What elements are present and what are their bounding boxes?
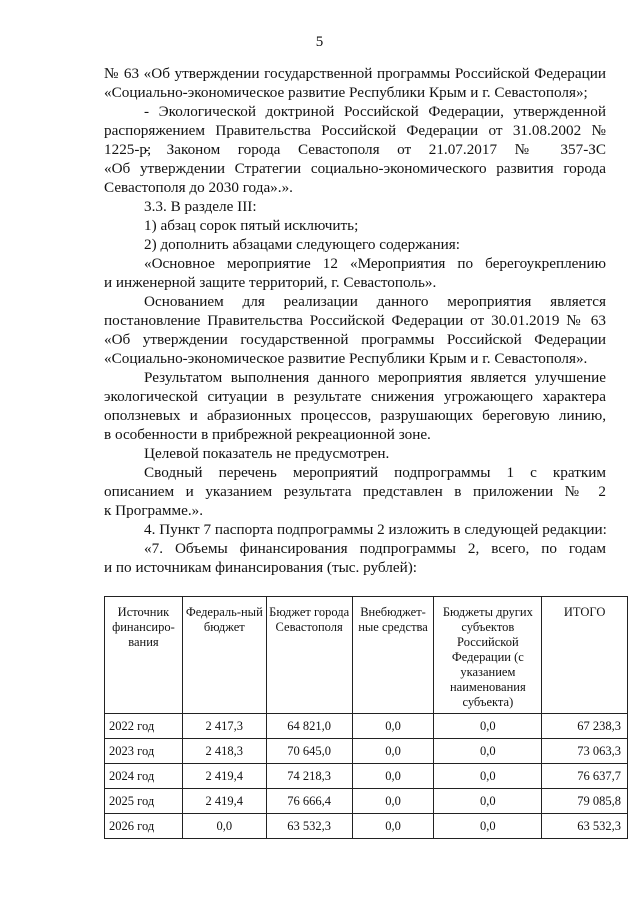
table-body (105, 714, 628, 839)
row-year-cell: 2023 год (105, 739, 183, 764)
table-row (105, 739, 628, 764)
table-cell: 63 532,3 (266, 814, 352, 839)
table-cell: 0,0 (352, 714, 434, 739)
table-header-row (105, 597, 628, 714)
table-header-cell: Федераль-ный бюджет (182, 597, 266, 714)
text-line: оползневых и абразионных процессов, разрушающих береговую линию, (104, 407, 606, 424)
text-line: «Основное мероприятие 12 «Мероприятия по берегоукреплению (144, 255, 606, 272)
table-row (105, 789, 628, 814)
table-cell: 74 218,3 (266, 764, 352, 789)
text-line: к Программе.». (104, 502, 204, 519)
table-cell: 0,0 (182, 814, 266, 839)
table-cell: 76 637,7 (542, 764, 628, 789)
table-cell: 73 063,3 (542, 739, 628, 764)
table-cell: 79 085,8 (542, 789, 628, 814)
table-cell: 2 417,3 (182, 714, 266, 739)
table-cell: 0,0 (352, 739, 434, 764)
text-line: Основанием для реализации данного мероприятия является (144, 293, 606, 310)
text-line: 2) дополнить абзацами следующего содержания: (144, 236, 460, 253)
text-line: в особенности в прибрежной рекреационной зоне. (104, 426, 431, 443)
text-line: «Социально-экономическое развитие Республики Крым и г. Севастополя»; (104, 84, 588, 101)
text-line: 1) абзац сорок пятый исключить; (144, 217, 359, 234)
table-cell: 70 645,0 (266, 739, 352, 764)
text-line: «Об утверждении Стратегии социально-экономического развития города (104, 160, 606, 177)
table-cell: 64 821,0 (266, 714, 352, 739)
table-row (105, 814, 628, 839)
row-year-cell: 2022 год (105, 714, 183, 739)
text-line: постановление Правительства Российской Федерации от 30.01.2019 № 63 (104, 312, 606, 329)
document-body (104, 64, 606, 577)
table-cell: 0,0 (434, 814, 542, 839)
table-cell: 0,0 (434, 789, 542, 814)
row-year-cell: 2025 год (105, 789, 183, 814)
table-cell: 2 419,4 (182, 789, 266, 814)
table-cell: 67 238,3 (542, 714, 628, 739)
text-line: «7. Объемы финансирования подпрограммы 2, всего, по годам (144, 540, 606, 557)
table-header-cell: Источник финансиро-вания (105, 597, 183, 714)
text-line: описанием и указанием результата представлен в приложении № 2 (104, 483, 606, 500)
table-cell: 0,0 (352, 764, 434, 789)
table-cell: 0,0 (434, 764, 542, 789)
table-cell: 0,0 (352, 789, 434, 814)
table-row (105, 714, 628, 739)
page-number: 5 (315, 34, 324, 50)
text-line: и инженерной защите территорий, г. Севастополь». (104, 274, 437, 291)
text-line: «Об утверждении государственной программы Российской Федерации (104, 331, 606, 348)
table-header-cell: ИТОГО (542, 597, 628, 714)
table-cell: 2 418,3 (182, 739, 266, 764)
text-line: - Экологической доктриной Российской Федерации, утвержденной (144, 103, 606, 120)
row-year-cell: 2026 год (105, 814, 183, 839)
table-cell: 2 419,4 (182, 764, 266, 789)
table-cell: 63 532,3 (542, 814, 628, 839)
text-line: экологической ситуации в результате снижения угрожающего характера (104, 388, 606, 405)
row-year-cell: 2024 год (105, 764, 183, 789)
text-line: Результатом выполнения данного мероприятия является улучшение (144, 369, 606, 386)
table-cell: 76 666,4 (266, 789, 352, 814)
table-header-cell: Бюджеты других субъектов Российской Федерации (с указанием наименования субъекта) (434, 597, 542, 714)
table-cell: 0,0 (434, 739, 542, 764)
text-line: и по источникам финансирования (тыс. рублей): (104, 559, 418, 576)
table-cell: 0,0 (434, 714, 542, 739)
text-line: Сводный перечень мероприятий подпрограммы 1 с кратким (144, 464, 606, 481)
table-header-cell: Бюджет города Севастополя (266, 597, 352, 714)
text-line: распоряжением Правительства Российской Федерации от 31.08.2002 № 1225-р; (104, 122, 606, 158)
text-line: - Законом города Севастополя от 21.07.2017 № 357-ЗС (144, 141, 606, 158)
text-line: Севастополя до 2030 года».». (104, 179, 293, 196)
financing-table (104, 596, 628, 839)
text-line: 3.3. В разделе III: (144, 198, 257, 215)
table-cell: 0,0 (352, 814, 434, 839)
table-header-cell: Внебюджет-ные средства (352, 597, 434, 714)
text-line: 4. Пункт 7 паспорта подпрограммы 2 изложить в следующей редакции: (144, 521, 607, 538)
text-line: «Социально-экономическое развитие Республики Крым и г. Севастополя». (104, 350, 588, 367)
text-line: Целевой показатель не предусмотрен. (144, 445, 390, 462)
table-row (105, 764, 628, 789)
text-line: № 63 «Об утверждении государственной программы Российской Федерации (104, 65, 606, 82)
